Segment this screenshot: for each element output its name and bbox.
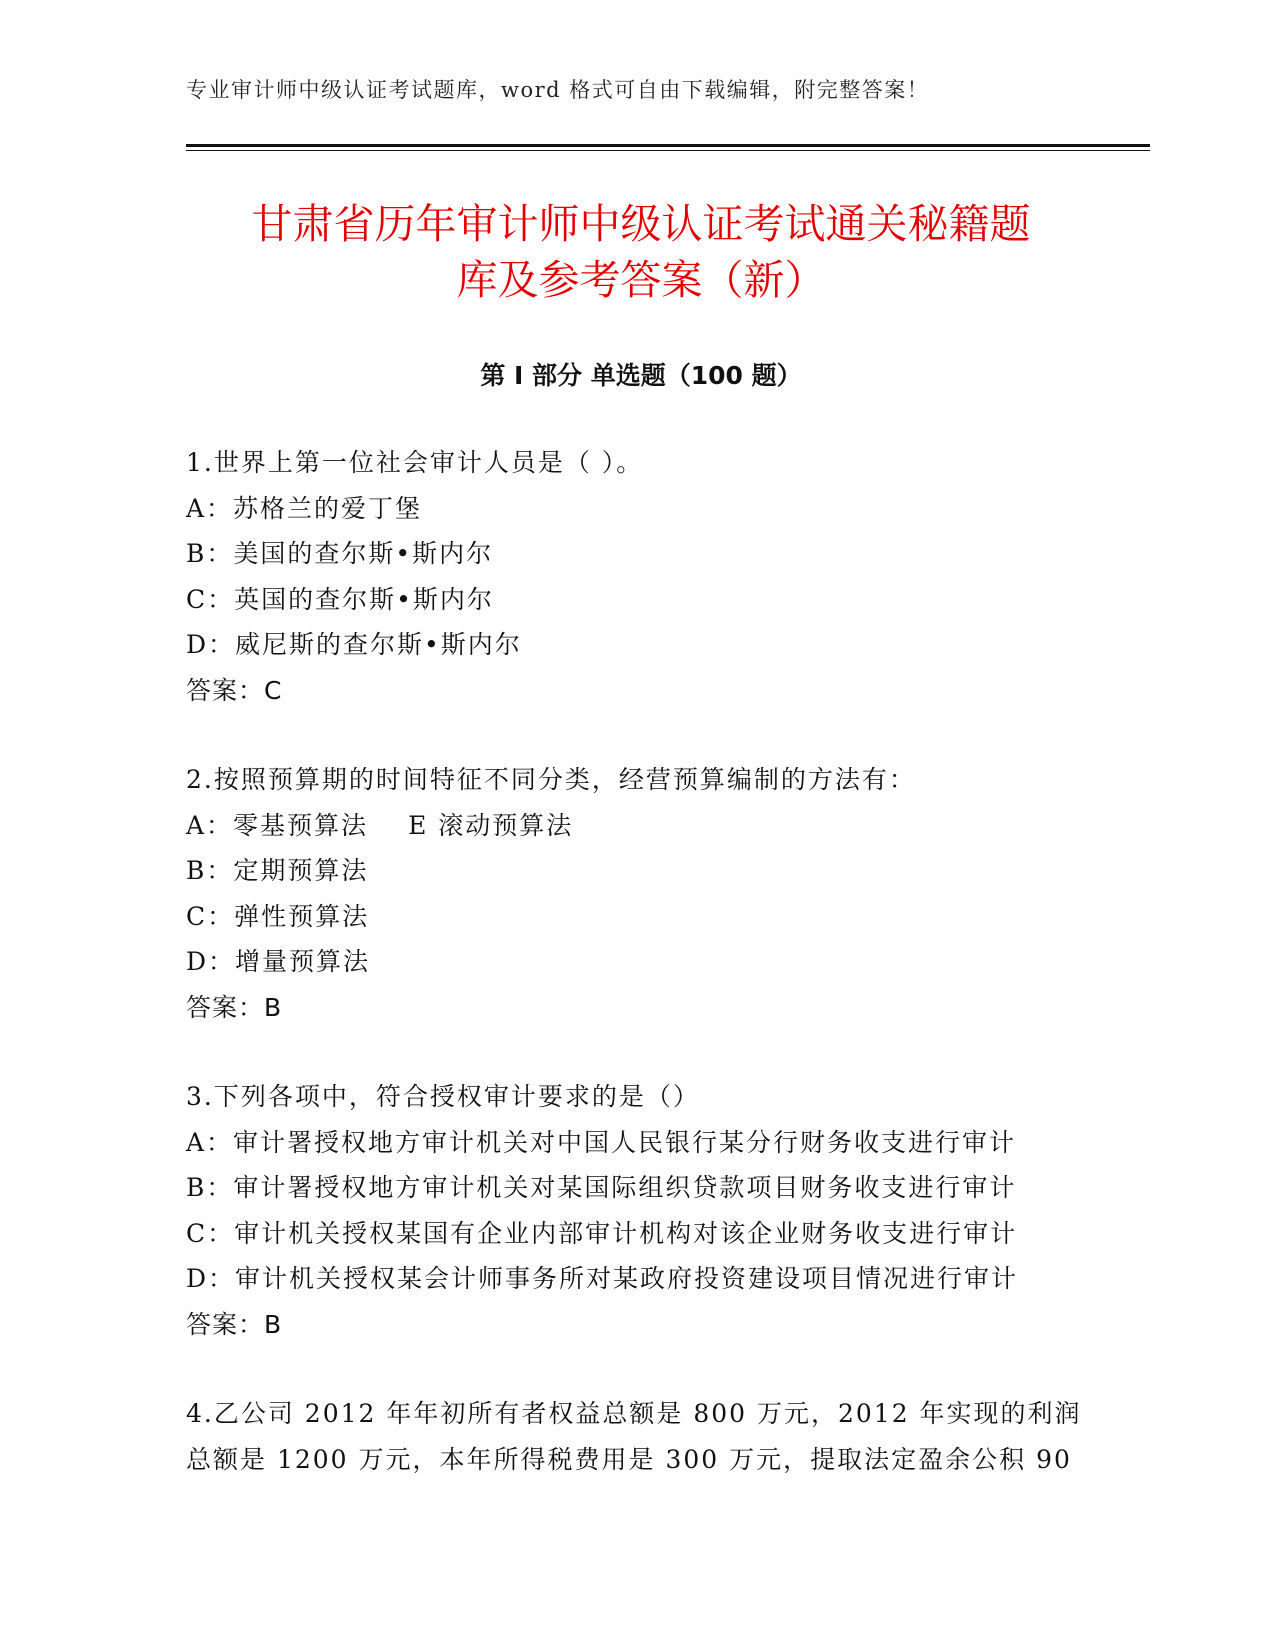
option-d: D：审计机关授权某会计师事务所对某政府投资建设项目情况进行审计 — [186, 1264, 1019, 1293]
section-heading: 第 I 部分 单选题（100 题） — [480, 361, 802, 390]
option-a: A：零基预算法 — [186, 810, 369, 840]
option-c: C：审计机关授权某国有企业内部审计机构对该企业财务收支进行审计 — [186, 1218, 1018, 1248]
option-a: A：苏格兰的爱丁堡 — [186, 493, 423, 523]
option-c: C：英国的查尔斯•斯内尔 — [186, 584, 494, 614]
document-title — [186, 196, 1096, 308]
option-c: C：弹性预算法 — [186, 901, 370, 931]
header-note: 专业审计师中级认证考试题库，word 格式可自由下载编辑，附完整答案！ — [186, 78, 930, 102]
option-a-row — [186, 803, 1086, 849]
answer: 答案：B — [186, 992, 283, 1022]
document-title-line-2: 库及参考答案（新） — [456, 256, 826, 304]
answer: 答案：C — [186, 675, 283, 705]
question-2 — [186, 757, 1086, 1030]
question-1 — [186, 440, 1086, 713]
option-d: D：增量预算法 — [186, 947, 371, 976]
question-list — [186, 440, 1086, 1526]
option-b: B：定期预算法 — [186, 856, 369, 885]
question-stem-line-2: 总额是 1200 万元，本年所得税费用是 300 万元，提取法定盈余公积 90 — [186, 1444, 1072, 1474]
question-stem: 2.按照预算期的时间特征不同分类，经营预算编制的方法有： — [186, 765, 916, 794]
document-title-line-1: 甘肃省历年审计师中级认证考试通关秘籍题 — [251, 200, 1031, 248]
option-b: B：审计署授权地方审计机关对某国际组织贷款项目财务收支进行审计 — [186, 1173, 1017, 1202]
option-b: B：美国的查尔斯•斯内尔 — [186, 539, 494, 568]
question-stem: 1.世界上第一位社会审计人员是（ ）。 — [186, 448, 644, 477]
question-stem: 3.下列各项中，符合授权审计要求的是（） — [186, 1082, 700, 1111]
answer: 答案：B — [186, 1309, 283, 1339]
question-3 — [186, 1074, 1086, 1347]
option-e: E 滚动预算法 — [408, 810, 574, 840]
option-d: D：威尼斯的查尔斯•斯内尔 — [186, 630, 522, 659]
question-4 — [186, 1391, 1086, 1482]
header-rule-thin — [186, 150, 1150, 151]
question-stem-line-1: 4.乙公司 2012 年年初所有者权益总额是 800 万元，2012 年实现的利润 — [186, 1399, 1082, 1428]
header-rule-thick — [186, 144, 1150, 147]
option-a: A：审计署授权地方审计机关对中国人民银行某分行财务收支进行审计 — [186, 1127, 1017, 1157]
